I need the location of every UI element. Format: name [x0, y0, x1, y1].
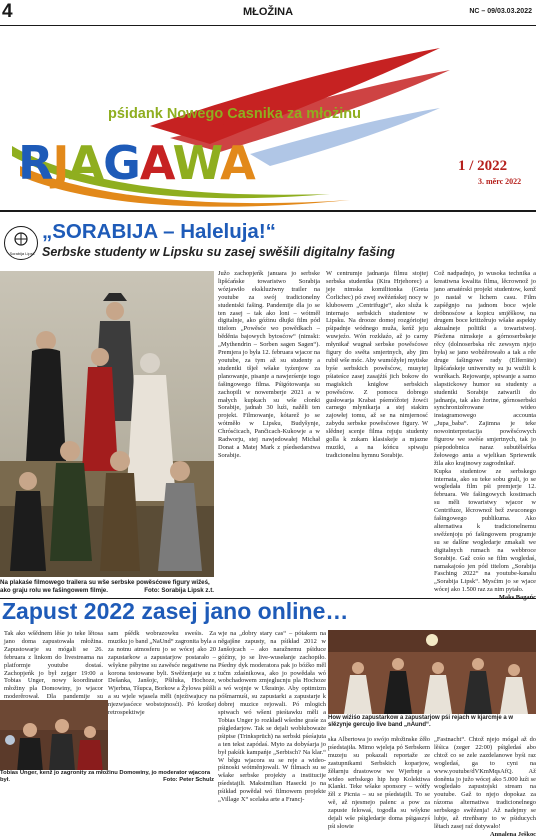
article-author: Annalena Ješkoc — [490, 830, 536, 838]
article-column — [218, 270, 320, 596]
photo-illustration — [328, 630, 536, 714]
article-headline: Zapust 2022 zasej jano online… — [2, 598, 349, 624]
article-column — [328, 736, 430, 830]
article-body-text: wje na „dobry stary cas“ – pótakem na něgajšne zapusty, na pśikład 2012 w Janšojcach – ako naražnemu pśiduce góźiny, jo se live-wusełanje zachopiło. Pśedny dyk moderatora pak jo bóźko měl tučm zdaśnikowa, ako jo powědała wó wobchadowem zmjeglucnju pla Hochoze a wó wojnje w Ukrainje. Aby optimizm póšmarnuśi, su zapustarki a zapustarje k dobrej muzice rejowali. Pó mlogich spiwach wó wšeni pieśtawku měli a Tobias Unger jo rozkładł wšedne graśe za pśigledarjow. Tak se dejali wobluboważe pśipise (Trinksprüch) na serbski pśeśajuta a ten tekst zapódaś. Myto za dobyśarja jo był pakśik kampańje „Serbisch? Na klar.“ W běgu wjacora su se reje a wideo-pśinoski wótměnjowali. W filmach su se wšake serbske projekty a institucije pśedstajili. Maksimilian Hasecki jo na pśikład powědał wó filmowem projekte „Village X“ scelaka arte a Francj- — [218, 630, 326, 804]
caption-text: Tobias Unger, kenž jo zagronity za młožinu Domowiny, jo moderator wjacora był. — [0, 770, 211, 783]
article-column — [218, 630, 326, 804]
issue-date: 3. měrc 2022 — [478, 177, 522, 186]
article-body-text: sam pśědk wobrazowku sweśis. Za muziku jo band „NaUnd“ zagronita byla a za notnu atmosferu jo se wócej ako 20 zapustarkow a zapustarjow postarało – wšykne pśbytne su zawěsće negatiwne na korona testowane byli. Swěźenjarje su z Dešanka, Janšojc, Pšiłuka, Hochoze, Wjerbna, Tšupca, Borkow a Žylowa pśišli a su wjele wjasela měli (njeźiwajucy na njezwjasćece wobstojnosći). Pó krotkej retrospektiwje — [108, 630, 216, 717]
caption-text: Na plakaśe filmowego trailera su wše serbske powěsćowe figury wižeś, ako graju rolu we fašingowem filmje. — [0, 579, 210, 594]
masthead-letter: A — [220, 136, 255, 190]
masthead-letter: W — [172, 136, 221, 190]
photo-caption — [0, 770, 214, 784]
article-body-text: Južo zachopjeńk januara jo serbske lipšćańske towaristwo Sorabija wózjawiło ekskluziwny trailer na youtube za swój tradicionelny studentski fašing. Pandemije dla jo se ten zasej – tak ako loni – wótměł digitalnje, ako góźinu dłujki film pód titelom „Powěsće wo powědkach – běděnia bajowych bytosćow“ (nimski: „Mythendrin – Sorben sagen Sagen“). Premjera jo była 12. februara wjacor na youtube, za tym až su studenty a studentki tšjeł wšake tyźenjow za planowanje, pisanje a nawjerśenje togo fašingowego filma. Pśigótowanja su zachopili w nowemberje 2021 a w małych kupkach su wše cłonki Sorabije, jadnab 30 luźi, nažěli ten projekt. Filmowanje, kótarež jo se wótměło w Lipsku, Budyšynje, Chrósćicach, Pančicach-Kukowje a w Radworju, stej nawjedowałej Michał Donat a Matej Mark z pśedsedarstwa Sorabije. — [218, 270, 320, 459]
photo-illustration — [0, 271, 214, 577]
issue-number: 1 / 2022 — [458, 158, 508, 174]
article-body-text: „Fastnacht“. Chtož njejo mógał až do lěśica (zeger 22:00) pśigledaś abo chtož co se zele zazdelanowe byśi raz wogledaś, ga to cyni na www.youtube/dVKmMqsAfQ. Až doněnta jo južo wócej ako 5.000 luźi se wogledało zapustojski stream na youtube. Gaž to njejo dopokaz za rázoma alternatiwa tradicionelnego serbskego swěźenja! Až nadejmy se lubje, až rtreňbany to w pśiducych lětach zasej raź dotywało! — [434, 736, 536, 830]
issue-reference: NC – 09/03.03.2022 — [469, 8, 532, 15]
section-name: MŁOŽINA — [242, 6, 294, 18]
fashing-film-poster-photo — [0, 271, 214, 577]
article-body-text: Kupka studentow ze serbskego internata, ako su teke sobu grali, jo se wogledała film pśi premjerje 12. februara. We fašingowych kostimach su měli towaristwy wjacor w Centrifuze, lěcrownož bež zwuconego fašingowego publikuma. Ako alternatiwa k tradicionelnemu swěźenjoju pó fašingowem programje su se dalšne wogledarje zmakali we digitalnych rumach na webbroce Sorabije. Gaž cośo se film wogledaś, namakajośo jen pód titelom „Sorabija Fasching 2022“ na youtube-kanalu „Sorabija Lipsk“. Mysćim jo se wjace wócej ako 1.500 raz za nim pytało. — [434, 467, 536, 594]
article-body-text: W centrumje jadnanja filmu stojtej serbska studentka (Kira Hrjehorec) a jeje nimska komilitonka (Greta Čorlichec) pó zwej swěźeńskej nocy w klubowem „Centrifugje“, ako služa k internajo serbskich studentow w Lipsku. Na drooze domoj rozgóriojtej pśipadnje wódnego muža, keńž jeju wuwjeźo. Wón rozkłaźo, až jo carny młynikař wugnał serbske powěsćowe figury do swěta smjertnych, aby jim rubił wše móc. Aby wumóžyłej mytiske byśe serbskich powěsćow, musytej pśiateśce zasej zasajźiś jich bokow do magiskich knigłow serbskich powěsćow. Z pomocu dobrego gusłowarja Krabat pśemóžotej žowći carnego młynikarja a stej stakim zajowłej tomu, až se na nimjernosć zabydu serbske powěsćowe figury. W slědnej scenje filma rejuju studenty golla k zukam klasiskeje a mjazne muziki, a na kóńcu spiwaju tradicionelnu hymnu Sorabije. — [326, 270, 428, 459]
masthead-letter: G — [103, 136, 140, 190]
article-column — [326, 270, 428, 596]
masthead-subtitle: pśidank Nowego Casnika za młożinu — [108, 106, 361, 122]
masthead-divider — [0, 210, 536, 212]
article-body-text: Tak ako wšědnem lěśe jo teke lětosa jano doma zapustowała młožina. Zapustowarje su mógali se 26. februara z linkom do livestreama na platformje youtube dostaś. Zachopjeńk jo był zejger 19:00 a Tobias Unger, nowy koordinator młožiny pla Domowiny, jo wjacor moderěrował. Dla pandemije su — [4, 630, 103, 701]
masthead-title — [18, 136, 255, 190]
photo-caption: How wiźiśo zapustarkow a zapustarjow pśi rejach w kjarcmje a w slězynje gercujo live band „nAund“. — [328, 715, 514, 729]
masthead-letter: R — [18, 136, 53, 190]
photo-caption — [0, 579, 214, 594]
sorabija-logo — [4, 226, 38, 260]
logo-text: Sorabija Lipsk — [9, 251, 35, 256]
article-body-text: Což nadpadnjo, jo wusoka technika a kreatiwna kwalita filma, lěcrownož jo jano amatérski projekt studentow, kenž jo nastał w lichem casu. Film zapśěgnjo na jadnom boce wjele dróbnosćow a kopicu smjěškow, na drugem boce kritizěrujo wšake aspekty aktualneje politiki a towaristwoj. Pśežena nimskeje a górnoserbskeje rěcy (dolnoserbska rěc zewsym njejo była) se jano wobźěrowało a tak a rěe druge fašingowe rady (Elferrāte) lipšćańskeje uniwersity su ju wužili k wurěkach. Rejowanje, spiwanje a samo slapstickowy humor su studenty a studentki Sorabije zatwarili do jadnanja, tak ako žortne, górnoserbski synchronizěrowane wideo instagramowego accounta „Jupa_baba“. Zajimna je teke nowointerpretacija powěsćowych figurow we swěśe smjertnych, tak jo pśepodobnica naraz subutělsérka žełowego anta a wjelikan Spriewnik žila ako krajinowy zagrodnikař. — [434, 270, 536, 467]
article-column — [434, 270, 536, 596]
masthead-letter: A — [68, 136, 104, 190]
article-body-text: ska Albertowa jo swójo młožinske źěło pśedstajiła. Mimo wjeleja pó Serbskem muzeju su pokazali reportaže ze zastupnikami Serbskich koparjow, žěłarnju drastowow we Wjerbnje a wideo serbskego hip hop Kolektiwa Klanki. Teke wšake sponsory – wótřy žěl z Picnia – su se pśedstajili. To se wě, až njesmejo palenc a pow za zapuste felowaś, togodla su wšykne dejali wše pśigledarje doma pśigaszyś pśi słowie — [328, 736, 430, 830]
masthead-letter: J — [52, 136, 69, 190]
photo-credit: Foto: Sorabija Lipsk z.t. — [144, 586, 214, 594]
dancers-photo — [328, 630, 536, 714]
masthead — [0, 26, 536, 212]
article-subheadline: Serbske studenty w Lipsku su zasej swěšili digitalny fašing — [42, 245, 395, 259]
article-headline: „SORABIJA – Haleluja!“ — [42, 220, 276, 243]
article-column — [108, 630, 216, 784]
article-column — [434, 736, 536, 838]
photo-credit: Foto: Peter Schulz — [163, 777, 214, 783]
page-header — [0, 0, 536, 26]
page-number: 4 — [2, 1, 13, 22]
masthead-letter: A — [139, 136, 173, 190]
